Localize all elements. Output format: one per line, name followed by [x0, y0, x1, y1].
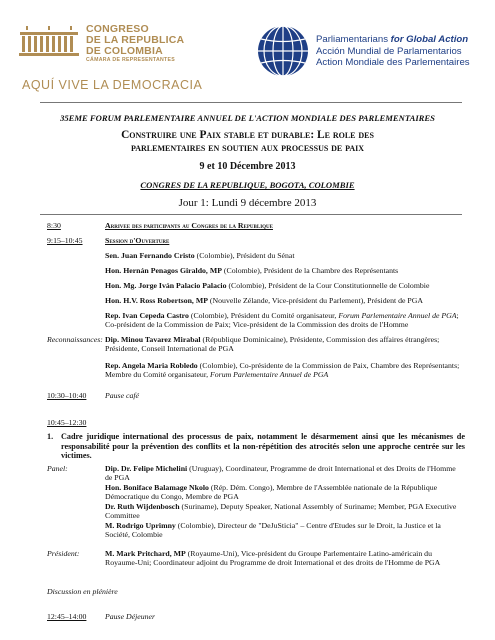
speaker-entry: Dip. Dr. Felipe Michelini (Uruguay), Coordinateur, Programme de droit International et des Droits de l'Homme de PGA — [105, 464, 456, 483]
slot-label: Pause café — [105, 391, 139, 400]
speaker-entry: M. Rodrigo Uprimny (Colombie), Directeur de "DeJuSticia" – Centre d'Etudes sur le Droit, la Justice et la Société, Colombie — [105, 521, 441, 540]
main-title: Construire une Paix stable et durable: Le role des parlementaires en soutien aux processus de paix — [121, 129, 374, 154]
pga-name: Parliamentarians for Global Action Acción Mundial de Parlamentarios Action Mondiale des Parlementaires — [316, 34, 470, 68]
speaker-entry: M. Mark Pritchard, MP (Royaume-Uni), Vice-président du Groupe Parlementaire Latino-américain du Royaume-Uni; Coordinateur adjoint du Programme de droit International et des droits de l'Homme de PGA — [105, 549, 441, 568]
panel-label: Panel: — [47, 464, 68, 473]
congreso-logo — [18, 20, 223, 110]
speaker-entry: Dip. Minou Tavarez Mirabal (République Dominicaine), Présidente, Commission des affaires étrangères; Présidente, Conseil International de PGA — [105, 335, 440, 354]
speaker-entry: Dr. Ruth Wijdenbosch (Suriname), Deputy Speaker, National Assembly of Suriname; Member, PGA Executive Committee — [105, 502, 457, 521]
congreso-name: CONGRESO DE LA REPUBLICA DE COLOMBIA CÁMARA DE REPRESENTANTES — [86, 23, 185, 63]
event-venue: CONGRES DE LA REPUBLIQUE, BOGOTA, COLOMBIE — [140, 180, 355, 190]
time-slot: 10:45–12:30 — [47, 418, 87, 427]
time-slot: 10:30–10:40 — [47, 391, 87, 400]
congress-building-icon — [18, 26, 80, 58]
discussion-note: Discussion en plénière — [47, 587, 118, 596]
pga-logo — [256, 24, 481, 84]
speaker-entry: Sen. Juan Fernando Cristo (Colombie), Président du Sénat — [105, 251, 295, 260]
time-slot: 8:30 — [47, 221, 61, 230]
time-slot: 12:45–14:00 — [47, 612, 87, 621]
slot-label: Pause Déjeuner — [105, 612, 156, 621]
event-dates: 9 et 10 Décembre 2013 — [199, 161, 296, 172]
congreso-motto: AQUÍ VIVE LA DEMOCRACIA — [22, 78, 203, 92]
president-label: Président: — [47, 549, 80, 558]
day-divider — [40, 214, 462, 215]
speaker-entry: Hon. Boniface Balamage Nkolo (Rép. Dém. Congo), Membre de l'Assemblée nationale de la République Démocratique du Congo, Membre de PGA — [105, 483, 438, 502]
time-slot: 9:15–10:45 — [47, 236, 83, 245]
day-heading: Jour 1: Lundi 9 décembre 2013 — [178, 197, 317, 209]
speaker-entry: Rep. Angela Maria Robledo (Colombie), Co-présidente de la Commission de Paix, Chambre des Représentants; Membre du Comité organisateur, Forum Parlementaire Annuel de PGA — [105, 361, 460, 380]
speaker-entry: Hon. Mg. Jorge Iván Palacio Palacio (Colombie), Président de la Cour Constitutionnelle de Colombie — [105, 281, 430, 290]
agenda-item-1 — [47, 432, 465, 461]
speaker-entry: Hon. H.V. Ross Robertson, MP (Nouvelle Zélande, Vice-président du Parlement), Président de PGA — [105, 296, 424, 305]
slot-label: Arrivee des participants au Congres de la Republique — [105, 221, 273, 230]
reconnaissances-label: Reconnaissances: — [47, 335, 103, 344]
header-divider — [40, 102, 462, 103]
speaker-entry: Rep. Ivan Cepeda Castro (Colombie), Président du Comité organisateur, Forum Parlementaire Annuel de PGA; Co-président de la Commission de Paix; Vice-président de la Commission des droits de l'Homme — [105, 311, 459, 330]
item-number: 1. — [47, 432, 54, 441]
slot-label: Session d'Ouverture — [105, 236, 170, 245]
forum-title: 35EME FORUM PARLEMENTAIRE ANNUEL DE L'ACTION MONDIALE DES PARLEMENTAIRES — [60, 113, 435, 123]
speaker-entry: Hon. Hernán Penagos Giraldo, MP (Colombie), Président de la Chambre des Représentants — [105, 266, 399, 275]
item-title: Cadre juridique international des processus de paix, notamment le désarmement ainsi que les mécanismes de responsabilité pour la prévention des conflits et la non-répétition des atrocités selon une approche centrée sur les victimes. — [61, 432, 465, 461]
globe-icon — [256, 24, 310, 78]
